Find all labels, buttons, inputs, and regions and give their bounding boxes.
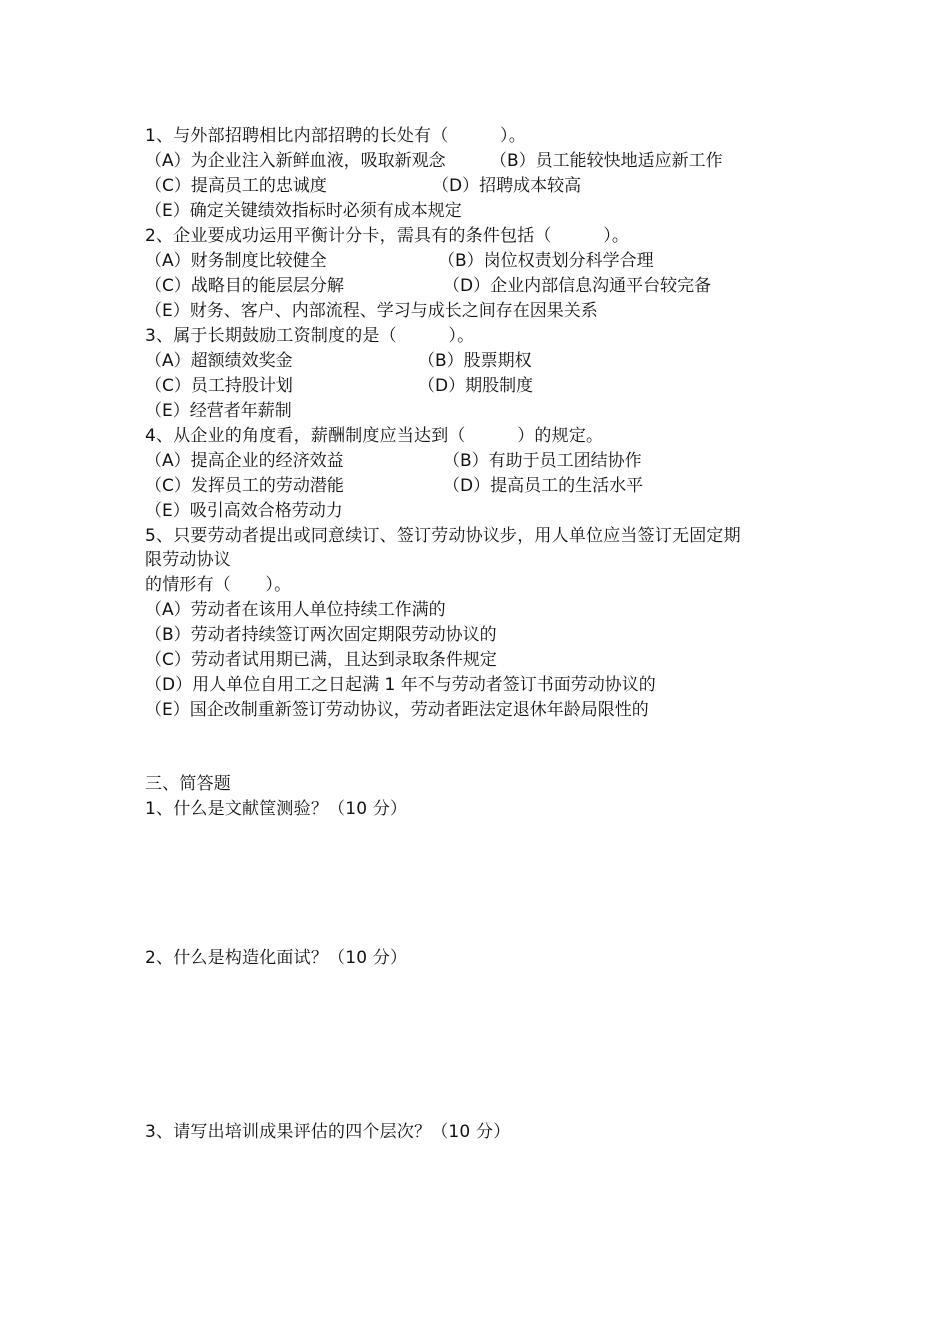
question-5-stem-line-3: 的情形有（ ）。	[145, 575, 292, 595]
question-3-option-e: （E）经营者年薪制	[145, 401, 292, 421]
question-1-option-d: （D）招聘成本较高	[432, 176, 582, 196]
question-3-stem: 3、属于长期鼓励工资制度的是（ ）。	[145, 326, 475, 346]
question-1-option-a: （A）为企业注入新鲜血液，吸取新观念	[145, 151, 446, 171]
question-2-option-d: （D）企业内部信息沟通平台较完备	[443, 276, 712, 296]
question-5-option-c: （C）劳动者试用期已满，且达到录取条件规定	[145, 650, 497, 670]
question-5-stem-line-2: 限劳动协议	[145, 550, 231, 570]
question-2-option-c: （C）战略目的能层层分解	[145, 276, 344, 296]
question-2-stem: 2、企业要成功运用平衡计分卡，需具有的条件包括（ ）。	[145, 226, 630, 246]
question-4-stem: 4、从企业的角度看，薪酬制度应当达到（ ）的规定。	[145, 426, 604, 446]
question-3-option-d: （D）期股制度	[418, 376, 534, 396]
question-1-option-e: （E）确定关键绩效指标时必须有成本规定	[145, 201, 462, 221]
question-2-option-b: （B）岗位权责划分科学合理	[438, 251, 654, 271]
question-3-option-b: （B）股票期权	[418, 351, 532, 371]
question-1-stem: 1、与外部招聘相比内部招聘的长处有（ ）。	[145, 126, 526, 146]
question-5-option-a: （A）劳动者在该用人单位持续工作满的	[145, 600, 446, 620]
question-4-option-e: （E）吸引高效合格劳动力	[145, 501, 343, 521]
question-5-option-e: （E）国企改制重新签订劳动协议，劳动者距法定退休年龄局限性的	[145, 700, 649, 720]
short-answer-1: 1、什么是文献筐测验？（10 分）	[145, 799, 408, 819]
question-1-option-c: （C）提高员工的忠诚度	[145, 176, 327, 196]
question-3-option-a: （A）超额绩效奖金	[145, 351, 293, 371]
question-4-option-d: （D）提高员工的生活水平	[443, 476, 644, 496]
question-5-option-d: （D）用人单位自用工之日起满 1 年不与劳动者签订书面劳动协议的	[145, 675, 656, 695]
question-4-option-b: （B）有助于员工团结协作	[443, 451, 642, 471]
question-2-option-a: （A）财务制度比较健全	[145, 251, 327, 271]
question-5-stem-line-1: 5、只要劳动者提出或同意续订、签订劳动协议步，用人单位应当签订无固定期	[145, 526, 741, 546]
question-2-option-e: （E）财务、客户、内部流程、学习与成长之间存在因果关系	[145, 301, 598, 321]
section-3-title: 三、简答题	[145, 774, 231, 794]
short-answer-2: 2、什么是构造化面试？（10 分）	[145, 948, 408, 968]
question-4-option-c: （C）发挥员工的劳动潜能	[145, 476, 344, 496]
question-4-option-a: （A）提高企业的经济效益	[145, 451, 344, 471]
question-5-option-b: （B）劳动者持续签订两次固定期限劳动协议的	[145, 625, 497, 645]
short-answer-3: 3、请写出培训成果评估的四个层次？（10 分）	[145, 1122, 511, 1142]
question-3-option-c: （C）员工持股计划	[145, 376, 293, 396]
question-1-option-b: （B）员工能较快地适应新工作	[490, 151, 723, 171]
